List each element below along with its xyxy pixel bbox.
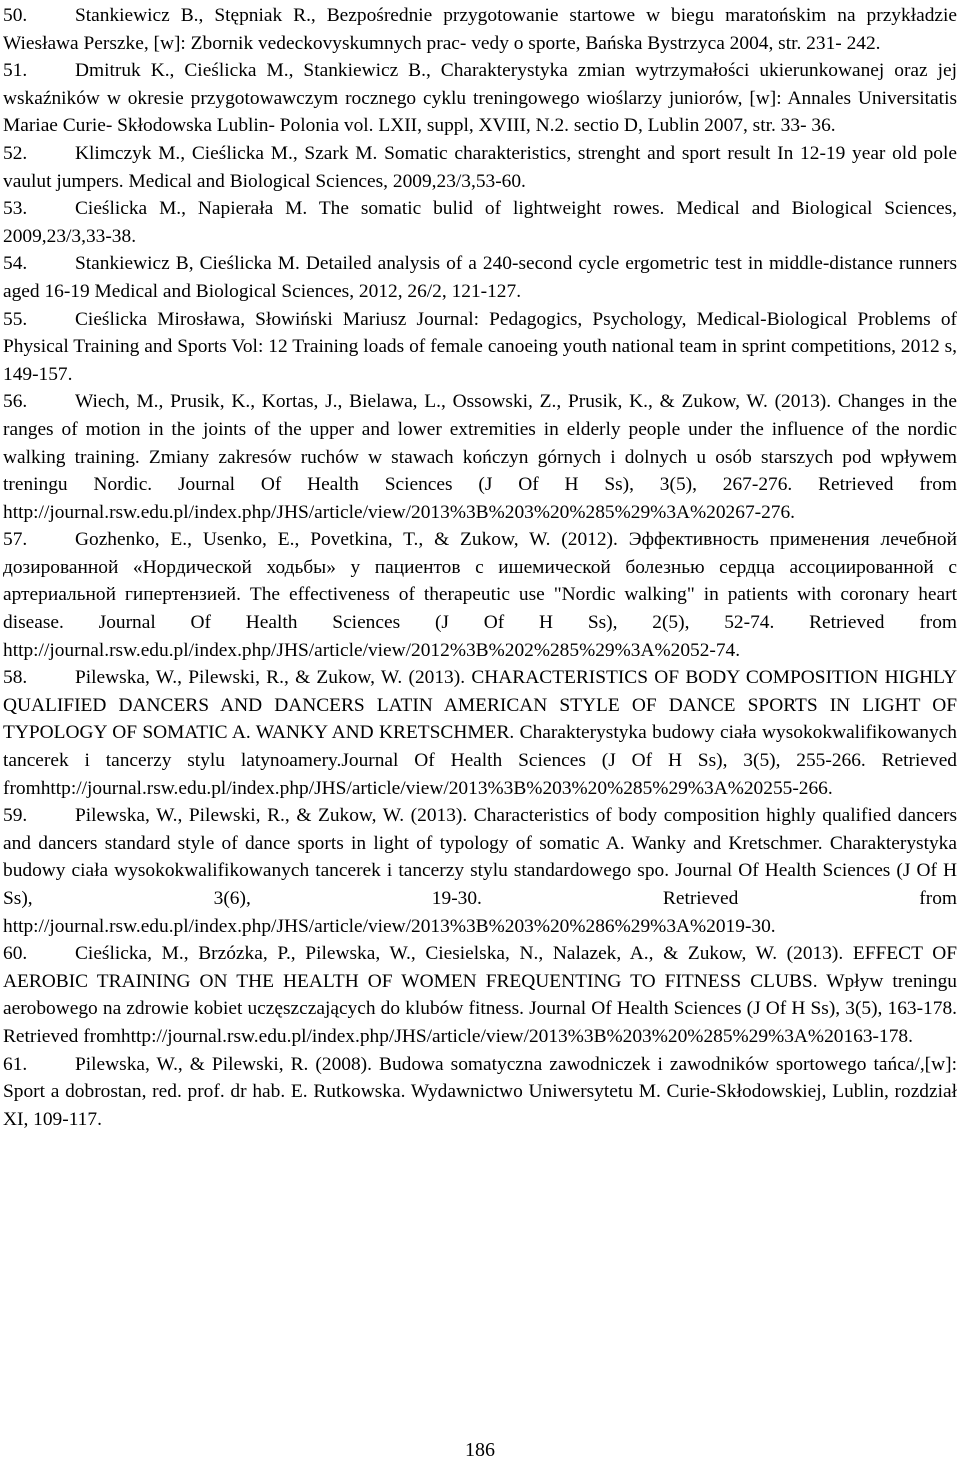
reference-50 [3,2,957,57]
reference-text: Klimczyk M., Cieślicka M., Szark M. Somatic charakteristics, strenght and sport result In 12-19 year old pole vaulut jumpers. Medical and Biological Sciences, 2009,23/3,53-60. [3,142,957,192]
reference-number: 52. [3,142,28,164]
reference-text: Pilewska, W., Pilewski, R., & Zukow, W. (2013). CHARACTERISTICS OF BODY COMPOSITION HIGHLY QUALIFIED DANCERS AND DANCERS LATIN AMERICAN STYLE OF DANCE SPORTS IN LIGHT OF TYPOLOGY OF SOMATIC A. WANKY AND KRETSCHMER. Charakterystyka budowy ciała wysokokwalifikowanych tancerek i tancerzy stylu latynoamery.Journal Of Health Sciences (J Of H Ss), 3(5), 255-266. Retrieved fromhttp://journal.rsw.edu.pl/index.php/JHS/article/view/2013%3B%203%20%285%29%3A%20255-266. [3,667,957,799]
reference-text: Cieślicka M., Napierała M. The somatic bulid of lightweight rowes. Medical and Biological Sciences, 2009,23/3,33-38. [3,198,957,247]
reference-59 [3,802,957,940]
reference-53 [3,195,957,250]
reference-51 [3,57,957,140]
reference-number: 61. [3,1053,28,1075]
reference-list [3,2,957,1133]
reference-text: Cieślicka Mirosława, Słowiński Mariusz Journal: Pedagogics, Psychology, Medical-Biological Problems of Physical Training and Sports Vol: 12 Training loads of female canoeing youth national team in sprint competitions, 2012 s, 149-157. [3,308,957,385]
reference-56 [3,388,957,526]
reference-58 [3,664,957,802]
reference-text: Gozhenko, E., Usenko, E., Povetkina, T., & Zukow, W. (2012). Эффективность применения лечебной дозированной «Нордической ходьбы» у пациентов с ишемической болезнью сердца ассоциированной с артериальной гипертензией. The effectiveness of therapeutic use "Nordic walking" in patients with coronary heart disease. Journal Of Health Sciences (J Of H Ss), 2(5), 52-74. Retrieved from http://journal.rsw.edu.pl/index.php/JHS/article/view/2012%3B%202%285%29%3A%2052-74. [3,529,957,661]
reference-text: Wiech, M., Prusik, K., Kortas, J., Bielawa, L., Ossowski, Z., Prusik, K., & Zukow, W. (2013). Changes in the ranges of motion in the joints of the upper and lower extremities in elderly people under the influence of the nordic walking training. Zmiany zakresów ruchów w stawach kończyn górnych i dolnych u osób starszych pod wpływem treningu Nordic. Journal Of Health Sciences (J Of H Ss), 3(5), 267-276. Retrieved from http://journal.rsw.edu.pl/index.php/JHS/article/view/2013%3B%203%20%285%29%3A%20267-276. [3,391,957,523]
reference-text: Stankiewicz B, Cieślicka M. Detailed analysis of a 240-second cycle ergometric test in middle-distance runners aged 16-19 Medical and Biological Sciences, 2012, 26/2, 121-127. [3,253,957,302]
reference-number: 55. [3,308,28,330]
reference-52 [3,140,957,195]
reference-text: Dmitruk K., Cieślicka M., Stankiewicz B., Charakterystyka zmian wytrzymałości ukierunkowanej oraz jej wskaźników w okresie przygotowawczym rocznego cyklu treningowego wioślarzy juniorów, [w]: Annales Universitatis Mariae Curie- Skłodowska Lublin- Polonia vol. LXII, suppl, XVIII, N.2. sectio D, Lublin 2007, str. 33- 36. [3,60,957,137]
reference-number: 57. [3,529,28,551]
reference-number: 59. [3,805,28,827]
reference-number: 50. [3,5,28,26]
page-number: 186 [465,1439,495,1461]
reference-61 [3,1051,957,1134]
reference-text: Pilewska, W., Pilewski, R., & Zukow, W. (2013). Characteristics of body composition highly qualified dancers and dancers standard style of dance sports in light of typology of somatic A. Wanky and Kretschmer. Charakterystyka budowy ciała wysokokwalifikowanych tancerek i tancerzy stylu standardowego spo. Journal Of Health Sciences (J Of H Ss), 3(6), 19-30. Retrieved from http://journal.rsw.edu.pl/index.php/JHS/article/view/2013%3B%203%20%286%29%3A%2019-30. [3,805,957,937]
reference-number: 51. [3,60,28,82]
reference-60 [3,940,957,1050]
reference-text: Pilewska, W., & Pilewski, R. (2008). Budowa somatyczna zawodniczek i zawodników sportowego tańca/,[w]: Sport a dobrostan, red. prof. dr hab. E. Rutkowska. Wydawnictwo Uniwersytetu M. Curie-Skłodowskiej, Lublin, rozdział XI, 109-117. [3,1053,957,1130]
reference-text: Cieślicka, M., Brzózka, P., Pilewska, W., Ciesielska, N., Nalazek, A., & Zukow, W. (2013). EFFECT OF AEROBIC TRAINING ON THE HEALTH OF WOMEN FREQUENTING TO FITNESS CLUBS. Wpływ treningu aerobowego na zdrowie kobiet uczęszczających do klubów fitness. Journal Of Health Sciences (J Of H Ss), 3(5), 163-178. Retrieved fromhttp://journal.rsw.edu.pl/index.php/JHS/article/view/2013%3B%203%20%285%29%3A%20163-178. [3,943,957,1047]
reference-54 [3,250,957,305]
reference-57 [3,526,957,664]
reference-number: 60. [3,943,28,965]
reference-number: 54. [3,253,28,275]
reference-number: 58. [3,667,28,689]
reference-text: Stankiewicz B., Stępniak R., Bezpośrednie przygotowanie startowe w biegu maratońskim na przykładzie Wiesława Perszke, [w]: Zbornik vedeckovyskumnych prac- vedy o sporte, Bańska Bystrzyca 2004, str. 231- 242. [3,5,957,54]
reference-number: 53. [3,198,28,220]
reference-number: 56. [3,391,28,413]
reference-55 [3,306,957,389]
